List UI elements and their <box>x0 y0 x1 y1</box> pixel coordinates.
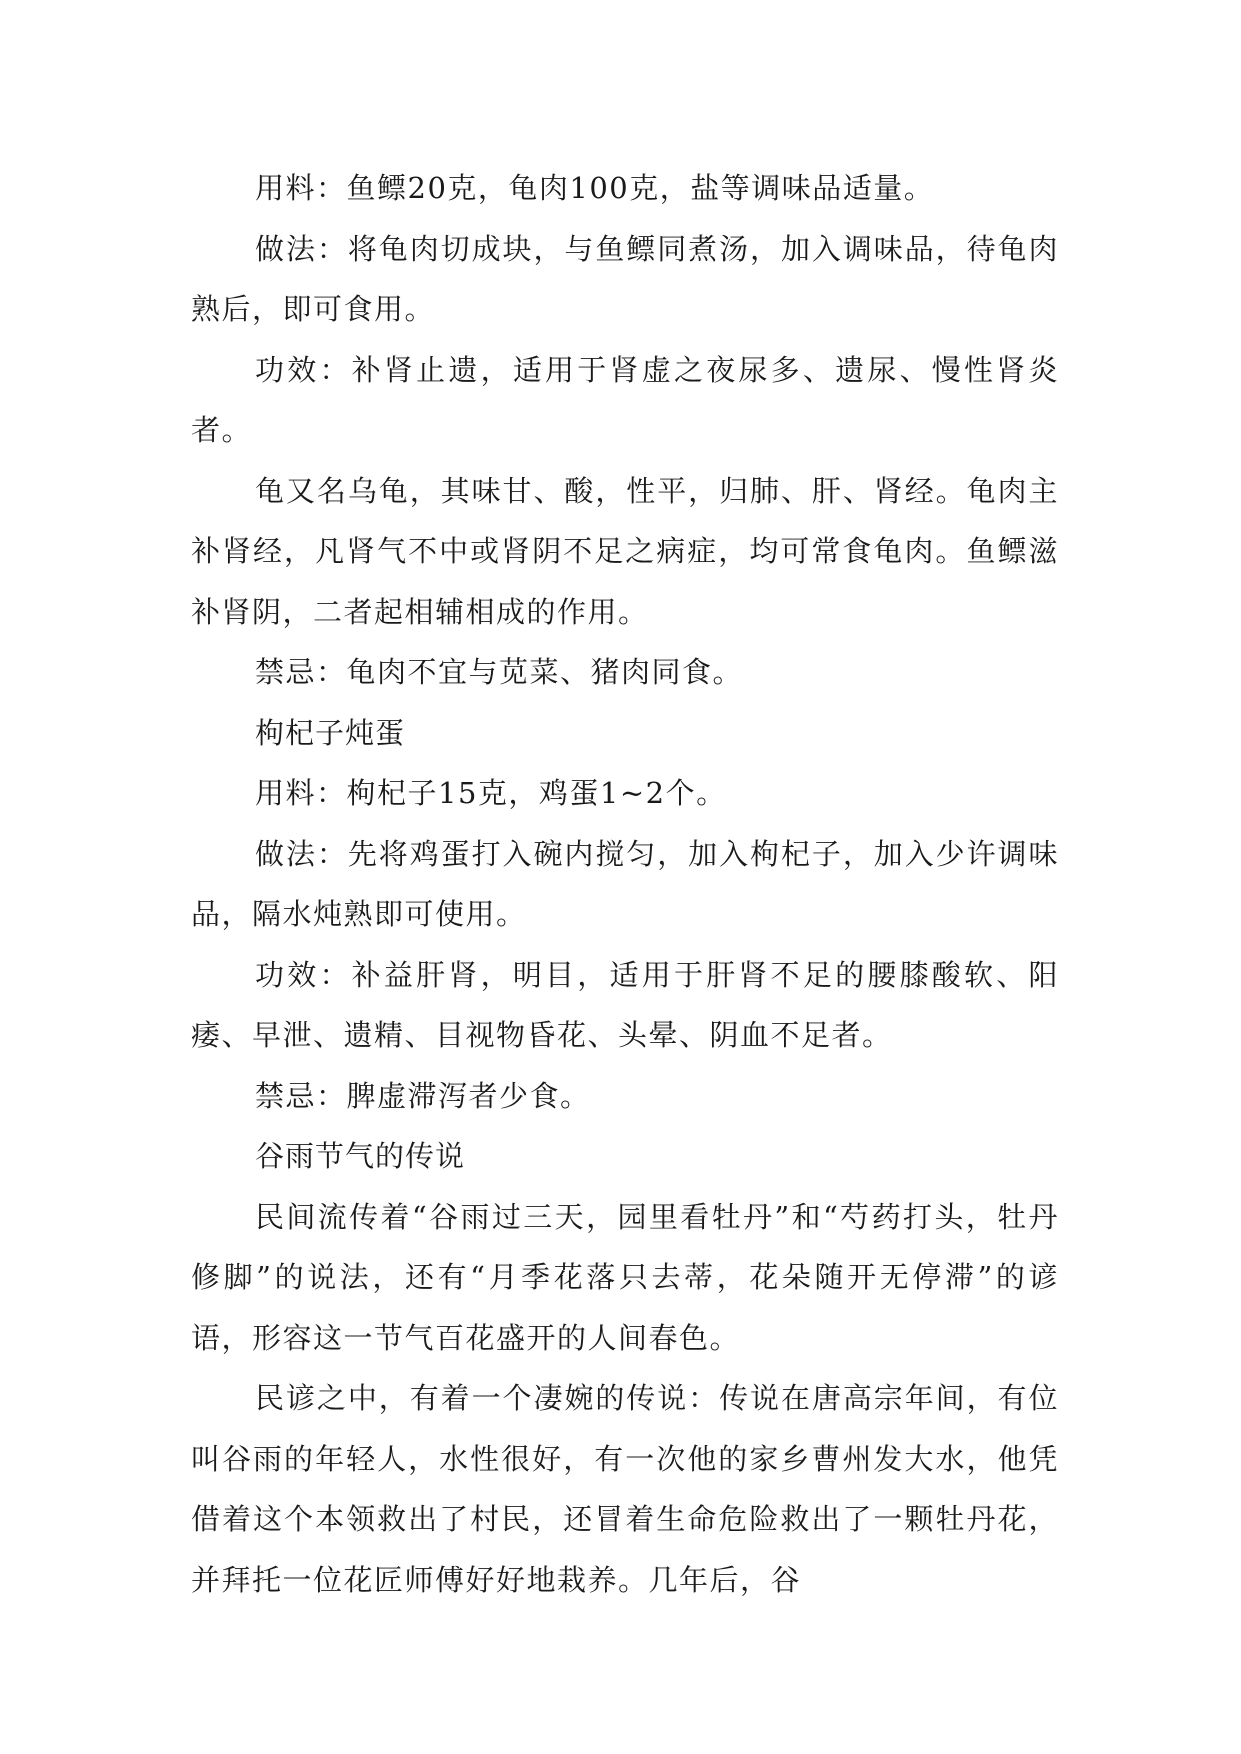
paragraph-turtle-taboo: 禁忌：龟肉不宜与苋菜、猪肉同食。 <box>255 655 744 689</box>
paragraph-turtle-method: 做法：将龟肉切成块，与鱼鳔同煮汤，加入调味品，待龟肉熟后，即可食用。 <box>191 231 1059 326</box>
paragraph-turtle-explanation: 龟又名乌龟，其味甘、酸，性平，归肺、肝、肾经。龟肉主补肾经，凡肾气不中或肾阴不足之病症，均可常食龟肉。鱼鳔滋补肾阴，二者起相辅相成的作用。 <box>191 473 1059 629</box>
paragraph-legend-story: 民谚之中，有着一个凄婉的传说：传说在唐高宗年间，有位叫谷雨的年轻人，水性很好，有一次他的家乡曹州发大水，他凭借着这个本领救出了村民，还冒着生命危险救出了一颗牡丹花，并拜托一位花匠师傅好好地栽养。几年后，谷 <box>191 1381 1059 1597</box>
paragraph-goji-taboo: 禁忌：脾虚滞泻者少食。 <box>255 1078 591 1113</box>
recipe-title-goji-egg: 枸杞子炖蛋 <box>255 715 406 750</box>
section-title-legend: 谷雨节气的传说 <box>255 1139 466 1173</box>
document-page <box>191 158 1059 1610</box>
paragraph-turtle-ingredients: 用料：鱼鳔20克，龟肉100克，盐等调味品适量。 <box>255 171 935 205</box>
paragraph-goji-method: 做法：先将鸡蛋打入碗内搅匀，加入枸杞子，加入少许调味品，隔水炖熟即可使用。 <box>191 836 1059 931</box>
paragraph-goji-effect: 功效：补益肝肾，明目，适用于肝肾不足的腰膝酸软、阳痿、早泄、遗精、目视物昏花、头晕、阴血不足者。 <box>191 957 1059 1052</box>
paragraph-legend-proverbs: 民间流传着“谷雨过三天，园里看牡丹”和“芍药打头，牡丹修脚”的说法，还有“月季花落只去蒂，花朵随开无停滞”的谚语，形容这一节气百花盛开的人间春色。 <box>191 1199 1059 1355</box>
paragraph-goji-ingredients: 用料：枸杞子15克，鸡蛋1~2个。 <box>255 776 727 810</box>
paragraph-turtle-effect: 功效：补肾止遗，适用于肾虚之夜尿多、遗尿、慢性肾炎者。 <box>191 352 1059 447</box>
